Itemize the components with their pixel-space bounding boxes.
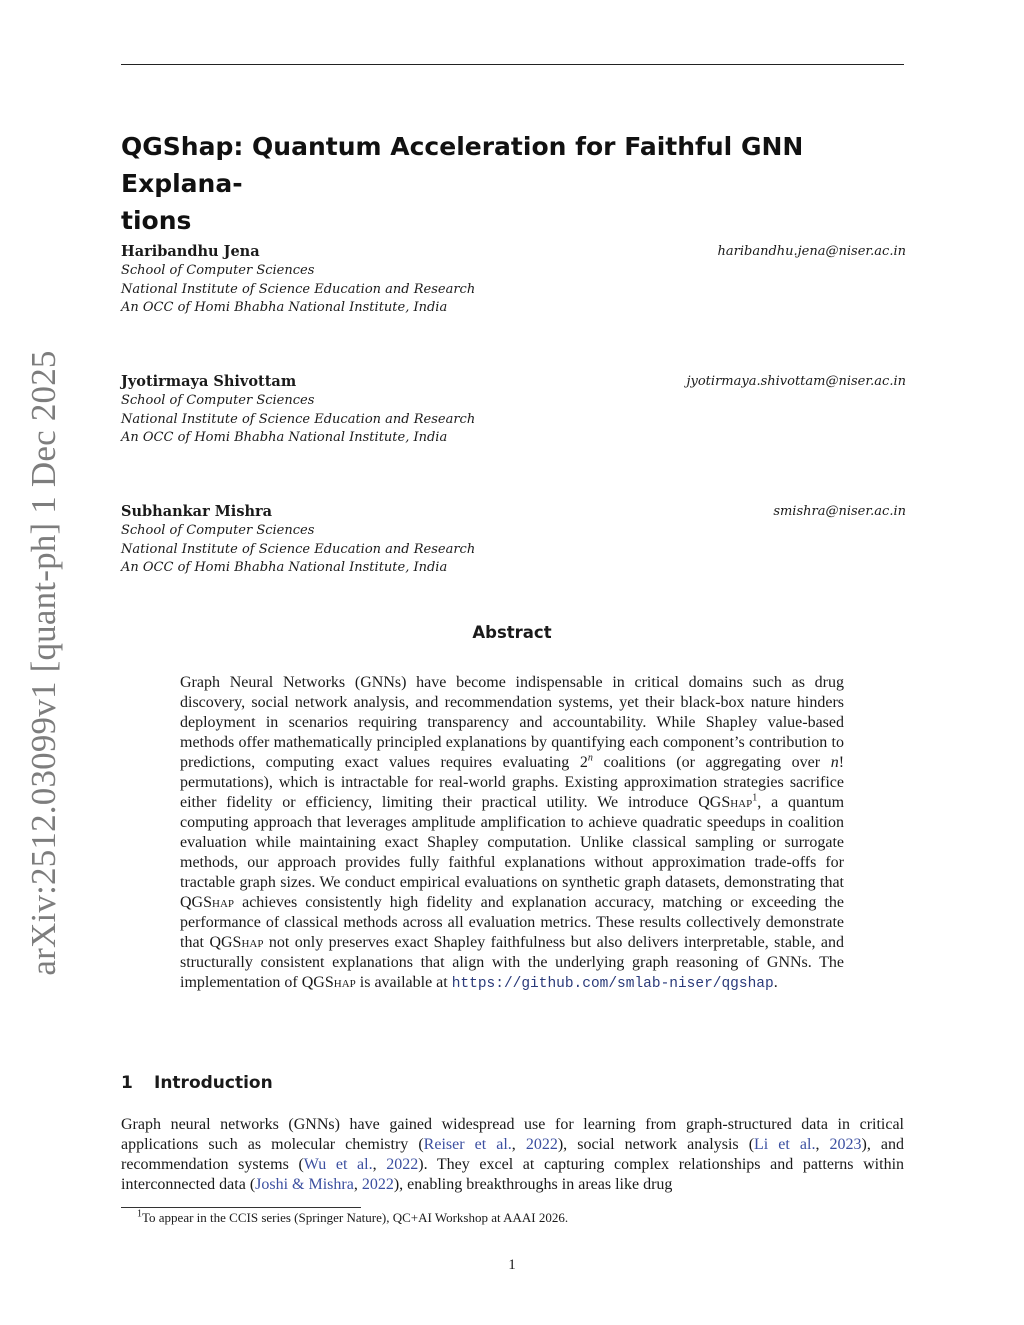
- math-n: n: [830, 754, 839, 771]
- abstract-text: .: [773, 974, 778, 991]
- method-name: QGShap: [698, 794, 753, 811]
- citation-year-link[interactable]: 2023: [829, 1136, 862, 1153]
- author-affiliation-line: School of Computer Sciences: [121, 523, 315, 538]
- author-name: Jyotirmaya Shivottam: [121, 373, 297, 390]
- abstract-text: achieves consistently high fidelity and explanation accuracy, matching or exceeding the performance of classical methods across all evaluation metrics. These results collectively demonstrate that: [180, 894, 844, 951]
- author-name: Subhankar Mishra: [121, 503, 273, 520]
- author-block-2: [121, 372, 906, 448]
- footnote-marker[interactable]: 1: [752, 792, 758, 804]
- author-email[interactable]: haribandhu.jena@niser.ac.in: [717, 244, 906, 259]
- method-name: QGShap: [180, 894, 235, 911]
- author-affiliation-line: National Institute of Science Education and Research: [121, 281, 476, 297]
- author-email[interactable]: jyotirmaya.shivottam@niser.ac.in: [686, 374, 906, 389]
- repository-link[interactable]: https://github.com/smlab-niser/qgshap: [451, 976, 774, 992]
- intro-text: ), social network analysis (: [557, 1136, 755, 1153]
- author-name: Haribandhu Jena: [121, 243, 260, 260]
- citation-year-link[interactable]: 2022: [525, 1136, 558, 1153]
- title-line-2: tions: [121, 206, 192, 235]
- intro-text: Graph neural networks (GNNs) have gained widespread use for learning from graph-structured data in critical applications such as molecular chemistry (: [121, 1116, 904, 1153]
- arxiv-identifier-stamp[interactable]: arXiv:2512.03099v1 [quant-ph] 1 Dec 2025: [24, 350, 63, 976]
- exponent-n: n: [587, 752, 593, 764]
- citation-link[interactable]: Joshi & Mishra: [255, 1176, 354, 1193]
- footnote-text: To appear in the CCIS series (Springer Nature), QC+AI Workshop at AAAI 2026.: [142, 1210, 569, 1225]
- title-line-1: QGShap: Quantum Acceleration for Faithful GNN Explana-: [121, 132, 804, 198]
- abstract-text: ! permutations), which is intractable for real-world graphs. Existing approximation strategies sacrifice either fidelity or efficiency, limiting their practical utility. We introduce: [180, 754, 845, 811]
- introduction-paragraph: Graph neural networks (GNNs) have gained widespread use for learning from graph-structured data in critical applications such as molecular chemistry (Reiser et al., 2022), social network analysis (Li et al., 2023), and recommendation systems (Wu et al., 2022). They excel at capturing complex relationships and patterns within interconnected data (Joshi & Mishra, 2022), enabling breakthroughs in areas like drug: [121, 1116, 905, 1193]
- author-affiliation-line: An OCC of Homi Bhabha National Institute, India: [121, 560, 448, 575]
- method-name: QGShap: [301, 974, 356, 991]
- footnote-mark: 1: [137, 1208, 142, 1220]
- paper-title: [121, 128, 906, 239]
- citation-link[interactable]: Reiser et al.: [423, 1136, 512, 1153]
- footnote: [137, 1209, 897, 1226]
- citation-link[interactable]: Li et al.: [754, 1136, 816, 1153]
- abstract-text: coalitions (or aggregating over: [592, 754, 831, 771]
- abstract-text: Graph Neural Networks (GNNs) have become indispensable in critical domains such as drug discovery, social network analysis, and recommendation systems, yet their black-box nature hinders deployment in scenarios requiring transparency and accountability. While Shapley value-based methods offer mathematically principled explanations by quantifying each component’s contribution to predictions, computing exact values requires evaluating 2: [180, 674, 844, 771]
- abstract-text: not only preserves exact Shapley faithfulness but also delivers interpretable, stable, and structurally consistent explanations that align with the underlying graph reasoning of GNNs. The implementation of: [180, 934, 844, 991]
- intro-text: ), enabling breakthroughs in areas like drug: [393, 1176, 673, 1193]
- author-affiliation-line: An OCC of Homi Bhabha National Institute, India: [121, 430, 448, 445]
- citation-link[interactable]: Wu et al.: [303, 1156, 373, 1173]
- header-rule: [121, 64, 904, 65]
- citation-year-link[interactable]: 2022: [361, 1176, 394, 1193]
- author-block-3: [121, 502, 906, 578]
- author-affiliation-line: National Institute of Science Education and Research: [121, 411, 476, 427]
- section-heading: [121, 1073, 273, 1093]
- page-number: 1: [508, 1257, 516, 1273]
- section-number: 1: [121, 1073, 133, 1093]
- author-email[interactable]: smishra@niser.ac.in: [773, 504, 906, 519]
- abstract-text: , a quantum computing approach that leverages amplitude amplification to achieve quadratic speedups in coalition evaluation while maintaining exact Shapley computation. Unlike classical sampling or surrogate methods, our approach provides fully faithful explanations without approximation trade-offs for tractable graph sizes. We conduct empirical evaluations on synthetic graph datasets, demonstrating that: [180, 794, 845, 891]
- abstract-heading: Abstract: [472, 623, 552, 642]
- intro-text: ), and recommendation systems (: [121, 1136, 905, 1173]
- abstract-text: is available at: [355, 974, 452, 991]
- author-affiliation-line: An OCC of Homi Bhabha National Institute, India: [121, 300, 448, 315]
- method-name: QGShap: [209, 934, 264, 951]
- author-affiliation-line: National Institute of Science Education and Research: [121, 541, 476, 557]
- author-affiliation-line: School of Computer Sciences: [121, 263, 315, 278]
- abstract-body: [180, 673, 844, 994]
- intro-text: ). They excel at capturing complex relationships and patterns within interconnected data (: [121, 1156, 905, 1193]
- citation-year-link[interactable]: 2022: [386, 1156, 419, 1173]
- section-title: Introduction: [154, 1073, 273, 1093]
- footnote-rule: [121, 1207, 361, 1208]
- author-affiliation-line: School of Computer Sciences: [121, 393, 315, 408]
- author-block-1: [121, 242, 906, 318]
